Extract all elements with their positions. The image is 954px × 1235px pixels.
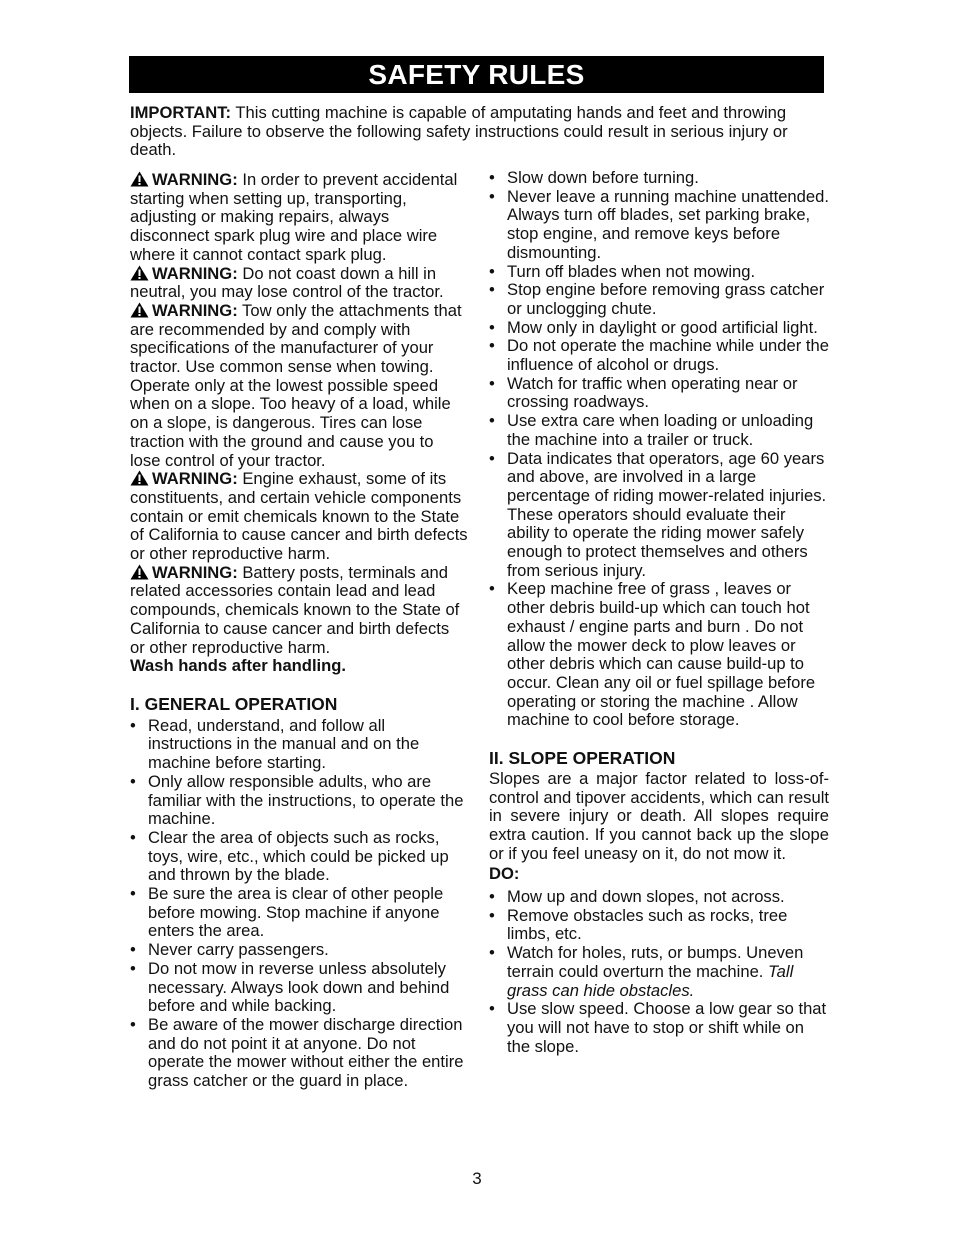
warning-2 — [130, 265, 468, 302]
list-item — [489, 580, 829, 730]
list-item — [130, 885, 468, 941]
list-item-text: Slow down before turning. — [507, 168, 699, 187]
warning-4 — [130, 470, 468, 564]
slope-operation-heading: II. SLOPE OPERATION — [489, 748, 676, 769]
list-item — [489, 263, 829, 282]
list-item — [489, 1000, 829, 1056]
list-item-text: Use slow speed. Choose a low gear so that you will not have to stop or shift while on the slope. — [507, 999, 827, 1056]
warning-3 — [130, 302, 468, 470]
bullet: • — [489, 336, 495, 356]
bullet: • — [489, 887, 495, 907]
warning-text: Tow only the attachments that are recommended by and comply with specifications of the manufacturer of your tractor. Use common sense when towing. Operate only at the lowest possible speed when on a slope. Too heavy of a load, while on a slope, is dangerous. Tires can lose traction with the ground and cause you to lose control of your tractor. — [130, 300, 462, 470]
bullet: • — [130, 827, 136, 847]
page-number: 3 — [472, 1169, 482, 1188]
list-item — [130, 773, 468, 829]
warnings-block — [130, 171, 468, 676]
warning-label: WARNING: — [152, 170, 238, 189]
list-item — [130, 941, 468, 960]
list-item-text: Mow up and down slopes, not across. — [507, 887, 785, 907]
bullet: • — [130, 940, 136, 960]
list-item-text: Data indicates that operators, age 60 years and above, are involved in a large percentage of riding mower-related injuries. These operators should evaluate their ability to operate the riding mower safely enough to protect themselves and others from serious injury. — [507, 448, 827, 580]
list-item-text: Mow only in daylight or good artificial light. — [507, 317, 818, 337]
list-item — [489, 888, 829, 907]
warning-5 — [130, 564, 468, 658]
slope-do-list — [489, 888, 829, 1056]
general-operation-list-continued — [489, 169, 829, 730]
list-item — [130, 829, 468, 885]
list-item-text: Watch for holes, ruts, or bumps. Uneven terrain could overturn the machine. — [507, 943, 804, 981]
bullet: • — [489, 280, 495, 300]
warning-triangle-icon — [130, 302, 149, 318]
general-operation-heading: I. GENERAL OPERATION — [130, 693, 338, 714]
bullet: • — [130, 1014, 136, 1034]
list-item-text: Do not mow in reverse unless absolutely necessary. Always look down and behind before and while backing. — [148, 958, 450, 1016]
bullet: • — [489, 168, 495, 187]
list-item — [489, 319, 829, 338]
list-item — [489, 412, 829, 449]
bullet: • — [489, 579, 495, 599]
warning-triangle-icon — [130, 564, 149, 580]
list-item-text: Never leave a running machine unattended. Always turn off blades, set parking brake, stop engine, and remove keys before dismounting. — [507, 186, 829, 262]
bullet: • — [489, 261, 495, 281]
warning-label: WARNING: — [152, 469, 238, 489]
wash-hands-note: Wash hands after handling. — [130, 656, 347, 676]
warning-label: WARNING: — [152, 263, 238, 283]
list-item — [489, 944, 829, 1000]
bullet: • — [489, 317, 495, 337]
bullet: • — [489, 411, 495, 431]
warning-triangle-icon — [130, 265, 149, 281]
warning-text: Do not coast down a hill in neutral, you may lose control of the tractor. — [130, 263, 444, 302]
list-item-text: Clear the area of objects such as rocks, toys, wire, etc., which could be picked up and thrown by the blade. — [148, 827, 449, 885]
list-item-text: Do not operate the machine while under the influence of alcohol or drugs. — [507, 336, 829, 375]
list-item — [489, 188, 829, 263]
list-item-text: Keep machine free of grass , leaves or other debris build-up which can touch hot exhaust / engine parts and burn . Do not allow the mower deck to plow leaves or other debris which can cause build-up to occur. Clean any oil or fuel spillage before operating or storing the machine . Allow machine to cool before storage. — [507, 579, 816, 730]
warning-triangle-icon — [130, 171, 149, 187]
list-item-text: Be sure the area is clear of other people before mowing. Stop machine if anyone enters the area. — [148, 884, 444, 941]
list-item-text: Remove obstacles such as rocks, tree limbs, etc. — [507, 905, 788, 944]
bullet: • — [489, 905, 495, 925]
bullet: • — [130, 958, 136, 978]
italic-note: Tall grass can hide obstacles. — [507, 961, 794, 1000]
list-item-text: Only allow responsible adults, who are familiar with the instructions, to operate the machine. — [148, 771, 464, 829]
bullet: • — [130, 771, 136, 791]
bullet: • — [130, 715, 136, 735]
list-item — [489, 337, 829, 374]
warning-label: WARNING: — [152, 300, 238, 320]
right-column — [489, 169, 829, 1056]
general-operation-list — [130, 717, 468, 1091]
warning-1 — [130, 171, 468, 265]
intro-paragraph — [130, 104, 822, 160]
list-item — [130, 717, 468, 773]
intro-text: This cutting machine is capable of amputating hands and feet and throwing objects. Failure to observe the following safety instructions could result in serious injury or death. — [130, 103, 788, 160]
list-item — [130, 960, 468, 1016]
warning-triangle-icon — [130, 470, 149, 486]
list-item-text: Watch for traffic when operating near or crossing roadways. — [507, 373, 798, 412]
bullet: • — [489, 448, 495, 468]
bullet: • — [489, 999, 495, 1019]
list-item-text: Turn off blades when not mowing. — [507, 261, 756, 281]
bullet: • — [489, 186, 495, 206]
bullet: • — [489, 943, 495, 963]
list-item-text: Use extra care when loading or unloading the machine into a trailer or truck. — [507, 411, 814, 449]
warning-text: Battery posts, terminals and related accessories contain lead and lead compounds, chemicals known to the State of California to cause cancer and birth defects or other reproductive harm. — [130, 562, 460, 657]
do-label: DO: — [489, 864, 520, 884]
list-item — [489, 450, 829, 581]
list-item — [489, 281, 829, 318]
list-item — [489, 907, 829, 944]
warning-text: In order to prevent accidental starting when setting up, transporting, adjusting or making repairs, always disconnect spark plug wire and place wire where it cannot contact spark plug. — [130, 170, 458, 264]
list-item-text: Read, understand, and follow all instructions in the manual and on the machine before starting. — [148, 715, 420, 773]
list-item-text: Stop engine before removing grass catcher or unclogging chute. — [507, 280, 825, 318]
list-item — [489, 169, 829, 188]
list-item — [130, 1016, 468, 1091]
list-item-text: Be aware of the mower discharge direction and do not point it at anyone. Do not operate the mower without either the entire grass catcher or the guard in place. — [148, 1014, 464, 1091]
list-item — [489, 375, 829, 412]
bullet: • — [489, 373, 495, 393]
warning-text: Engine exhaust, some of its constituents, and certain vehicle components contain or emit chemicals known to the State of California to cause cancer and birth defects or other reproductive harm. — [130, 469, 468, 564]
intro-label: IMPORTANT: — [130, 103, 232, 122]
bullet: • — [130, 884, 136, 904]
left-column — [130, 171, 468, 1091]
warning-label: WARNING: — [152, 562, 238, 582]
slope-paragraph: Slopes are a major factor related to loss-of-control and tipover accidents, which can result in severe injury or death. All slopes require extra caution. If you cannot back up the slope or if you feel uneasy on it, do not mow it. — [489, 768, 829, 863]
list-item-text: Never carry passengers. — [148, 940, 329, 960]
page-title: SAFETY RULES — [129, 56, 824, 93]
